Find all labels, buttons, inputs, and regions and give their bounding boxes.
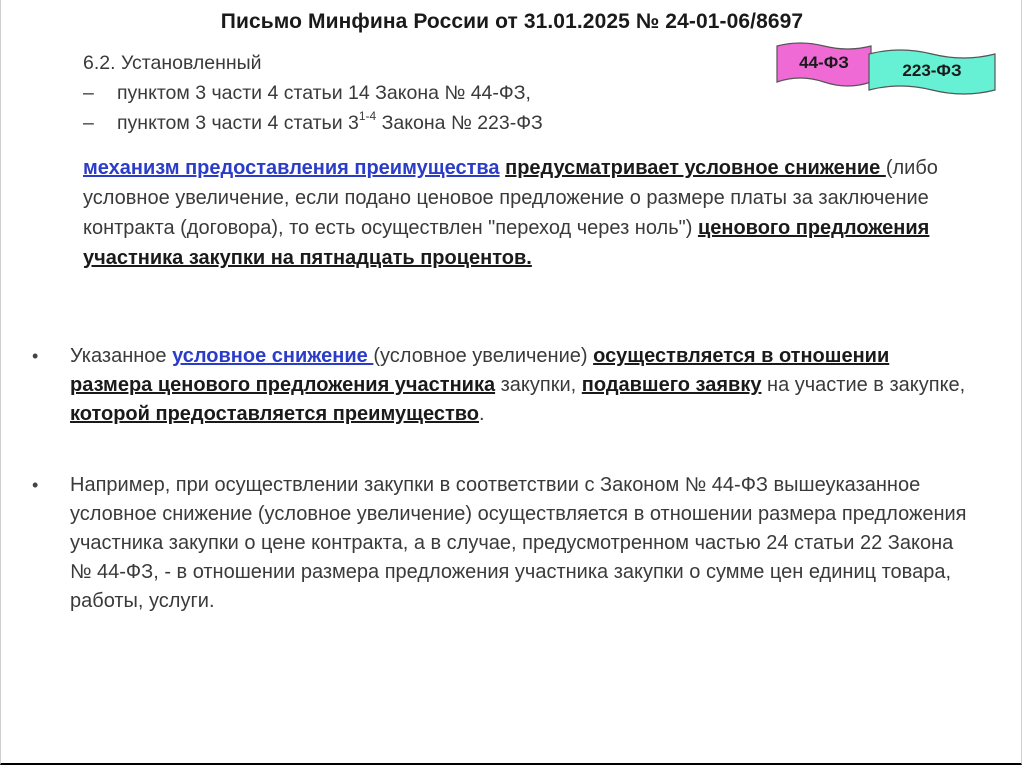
slide-title: Письмо Минфина России от 31.01.2025 № 24-01-06/8697 xyxy=(220,10,804,33)
bullet-text xyxy=(70,342,970,429)
text-span: (условное увеличение) xyxy=(373,345,594,367)
item-text-end: Закона № 223-ФЗ xyxy=(376,112,543,134)
mechanism-paragraph xyxy=(83,153,973,273)
bullet-text: Например, при осуществлении закупки в соответствии с Законом № 44-ФЗ вышеуказанное условное снижение (условное увеличение) осуществляется в отношении размера предложения участника закупки о цене контракта, а в случае, предусмотренном частью 24 статьи 22 Закона № 44-ФЗ, - в отношении размера предложения участника закупки о сумме цен единиц товара, работы, услуги. xyxy=(70,474,967,612)
list-item xyxy=(83,78,983,108)
bullet-item-2 xyxy=(32,471,967,651)
bullet-marker: • xyxy=(32,346,39,366)
bullet-item-1 xyxy=(32,342,966,442)
emphasis-text: которой предоставляется преимущество xyxy=(70,403,480,425)
item-superscript: 1-4 xyxy=(358,108,377,123)
dash-marker: – xyxy=(83,112,94,134)
list-item xyxy=(83,108,983,138)
mechanism-link-text: механизм предоставления преимущества xyxy=(83,157,500,179)
emphasis-text: подавшего заявку xyxy=(581,374,762,396)
price-offer-text: ценового предложения участника закупки на пятнадцать процентов. xyxy=(83,217,930,269)
text-span: закупки, xyxy=(495,374,582,396)
fz44-label: 44-ФЗ xyxy=(799,53,849,72)
bullet-marker: • xyxy=(32,475,39,495)
explanation-text: (либо условное увеличение, если подано ценовое предложение о размере платы за заключение контракта (договора), то есть осуществлен "переход через ноль") xyxy=(83,157,938,239)
fz223-label: 223-ФЗ xyxy=(902,61,962,80)
emphasis-text: осуществляется в отношении размера ценового предложения участника xyxy=(70,345,890,396)
text-span: . xyxy=(479,403,485,425)
section-heading: 6.2. Установленный xyxy=(83,52,262,74)
dash-marker: – xyxy=(83,82,94,104)
text-span: Указанное xyxy=(70,345,173,367)
item-text: пунктом 3 части 4 статьи 3 xyxy=(117,112,359,134)
text-span: на участие в закупке, xyxy=(761,374,966,396)
conditional-decrease-link: условное снижение xyxy=(172,345,374,367)
provides-decrease-text: предусматривает условное снижение xyxy=(505,157,886,179)
item-text: пунктом 3 части 4 статьи 14 Закона № 44-ФЗ, xyxy=(117,82,531,104)
